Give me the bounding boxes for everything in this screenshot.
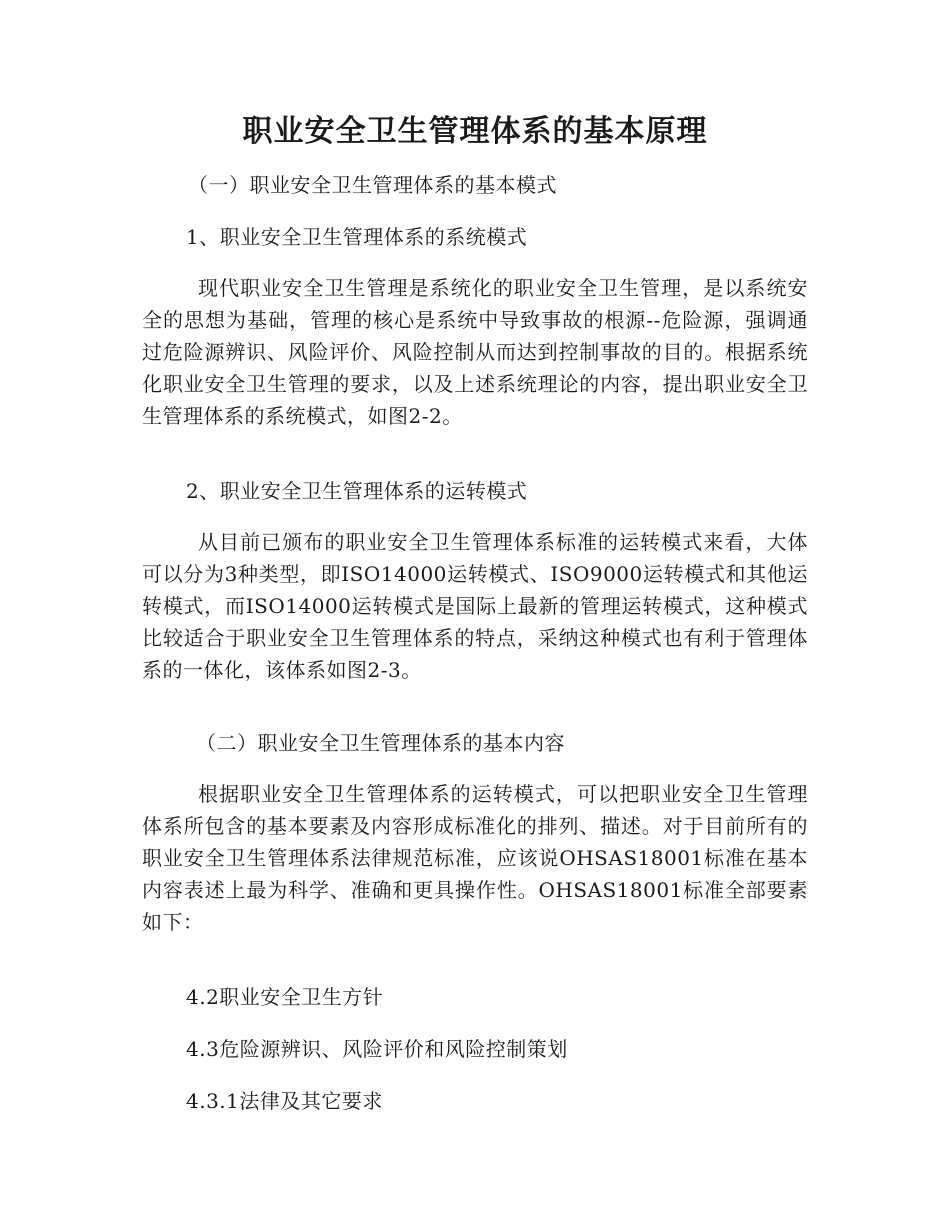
subheading-system-mode: 1、职业安全卫生管理体系的系统模式 [186,225,528,249]
paragraph-operation-mode: 从目前已颁布的职业安全卫生管理体系标准的运转模式来看，大体可以分为3种类型，即ISO14000运转模式、ISO9000运转模式和其他运转模式，而ISO14000运转模式是国际上最新的管理运转模式，这种模式比较适合于职业安全卫生管理体系的特点，采纳这种模式也有利于管理体系的一体化，该体系如图2-3。 [142,530,808,682]
page-title: 职业安全卫生管理体系的基本原理 [242,114,708,149]
list-item: 4.3危险源辨识、风险评价和风险控制策划 [186,1037,568,1061]
subheading-operation-mode: 2、职业安全卫生管理体系的运转模式 [186,479,528,503]
section-heading-basic-content: （二）职业安全卫生管理体系的基本内容 [196,731,565,755]
paragraph-system-mode: 现代职业安全卫生管理是系统化的职业安全卫生管理，是以系统安全的思想为基础，管理的核心是系统中导致事故的根源--危险源，强调通过危险源辨识、风险评价、风险控制从而达到控制事故的目的。根据系统化职业安全卫生管理的要求，以及上述系统理论的内容，提出职业安全卫生管理体系的系统模式，如图2-2。 [142,276,808,428]
list-item: 4.2职业安全卫生方针 [186,985,384,1009]
list-item: 4.3.1法律及其它要求 [186,1089,383,1113]
paragraph-basic-content: 根据职业安全卫生管理体系的运转模式，可以把职业安全卫生管理体系所包含的基本要素及内容形成标准化的排列、描述。对于目前所有的职业安全卫生管理体系法律规范标准，应该说OHSAS18001标准在基本内容表述上最为科学、准确和更具操作性。OHSAS18001标准全部要素如下： [142,782,808,934]
section-heading-basic-mode: （一）职业安全卫生管理体系的基本模式 [188,173,557,197]
